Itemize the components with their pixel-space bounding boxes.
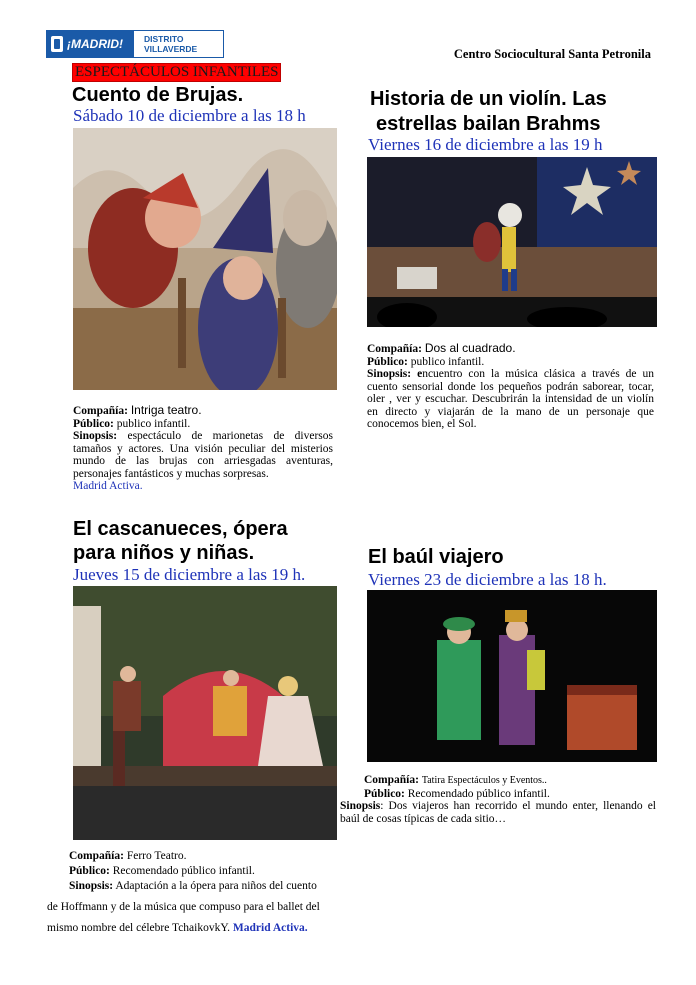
event-date: Viernes 16 de diciembre a las 19 h (368, 135, 603, 154)
synopsis-text: espectáculo de marionetas de diversos tamaños y actores. Una visión peculiar del misterios mundo de las brujas con arriesgadas aventuras, personajes fantásticos y muchas sorpresas. (73, 430, 333, 480)
event-photo-violin-stage (367, 157, 657, 327)
event-photo-puppets (73, 128, 337, 390)
event-date: Viernes 23 de diciembre a las 18 h. (368, 570, 607, 589)
synopsis-text-line-1: Adaptación a la ópera para niños del cuento (115, 880, 317, 892)
company-label: Compañía: (367, 343, 422, 355)
synopsis-initial: e (417, 368, 423, 380)
company-value: Intriga teatro. (130, 403, 202, 417)
event-title-line-1: El cascanueces, ópera (73, 518, 288, 540)
audience-value: publico infantil. (410, 355, 485, 368)
madrid-activa-link[interactable]: Madrid Activa. (73, 480, 143, 492)
synopsis-text-line-2: de Hoffmann y de la música que compuso para el ballet del (47, 901, 320, 913)
company-value: Ferro Teatro. (126, 850, 187, 862)
synopsis-text: ncuentro con la música clásica a través de un cuento sensorial donde los pequeños podrán saborear, tocar, oler , ver y escuchar. Descubrirán la intensidad de un violín en directo y viajarán de la mano de un personaje que conocemos bien, el Sol. (367, 368, 654, 430)
category-label: ESPECTÁCULOS INFANTILES (72, 63, 281, 82)
madrid-activa-link[interactable]: Madrid Activa. (232, 922, 308, 934)
audience-value: publico infantil. (116, 417, 191, 430)
event-date: Sábado 10 de diciembre a las 18 h (73, 106, 306, 125)
event-title: Cuento de Brujas. (72, 84, 244, 106)
event-title-line-1: Historia de un violín. Las (370, 88, 607, 110)
center-name: Centro Sociocultural Santa Petronila (453, 47, 651, 61)
event-details (340, 774, 656, 825)
company-label: Compañía: (69, 850, 124, 862)
company-value: Dos al cuadrado. (424, 341, 516, 355)
madrid-villaverde-logo (46, 30, 224, 58)
event-details (367, 342, 654, 431)
event-title: El baúl viajero (368, 546, 504, 568)
logo-district-block (133, 31, 223, 57)
company-label: Compañía: (364, 774, 419, 786)
logo-distrito-text: DISTRITO (144, 34, 184, 44)
logo-villaverde-text: VILLAVERDE (144, 44, 198, 54)
logo-madrid-text: ¡MADRID! (67, 37, 123, 51)
company-value: Tatira Espectáculos y Eventos.. (421, 775, 547, 786)
audience-label: Público: (367, 355, 408, 368)
company-label: Compañía: (73, 405, 128, 417)
synopsis-text-line-3: mismo nombre del célebre TchaikovkY. (47, 922, 231, 934)
audience-value: Recomendado público infantil. (407, 787, 550, 800)
madrid-emblem-icon (51, 36, 63, 52)
synopsis-text: : Dos viajeros han recorrido el mundo enter, llenando el baúl de cosas típicas de cada sitio… (340, 800, 656, 825)
event-photo-nutcracker (73, 586, 337, 840)
event-title-line-2: para niños y niñas. (73, 542, 255, 564)
synopsis-label: Sinopsis: (367, 368, 412, 380)
event-title-line-2: estrellas bailan Brahms (376, 113, 601, 135)
event-details (73, 404, 333, 493)
event-photo-travel-trunk (367, 590, 657, 762)
audience-label: Público: (73, 417, 114, 430)
synopsis-label: Sinopsis (340, 800, 381, 812)
audience-value: Recomendado público infantil. (112, 865, 255, 877)
event-date: Jueves 15 de diciembre a las 19 h. (73, 565, 306, 584)
event-details (47, 849, 332, 936)
logo-madrid-block (47, 31, 133, 57)
synopsis-label: Sinopsis: (73, 430, 118, 442)
synopsis-label: Sinopsis: (69, 880, 114, 892)
audience-label: Público: (69, 865, 110, 877)
audience-label: Público: (364, 787, 405, 800)
